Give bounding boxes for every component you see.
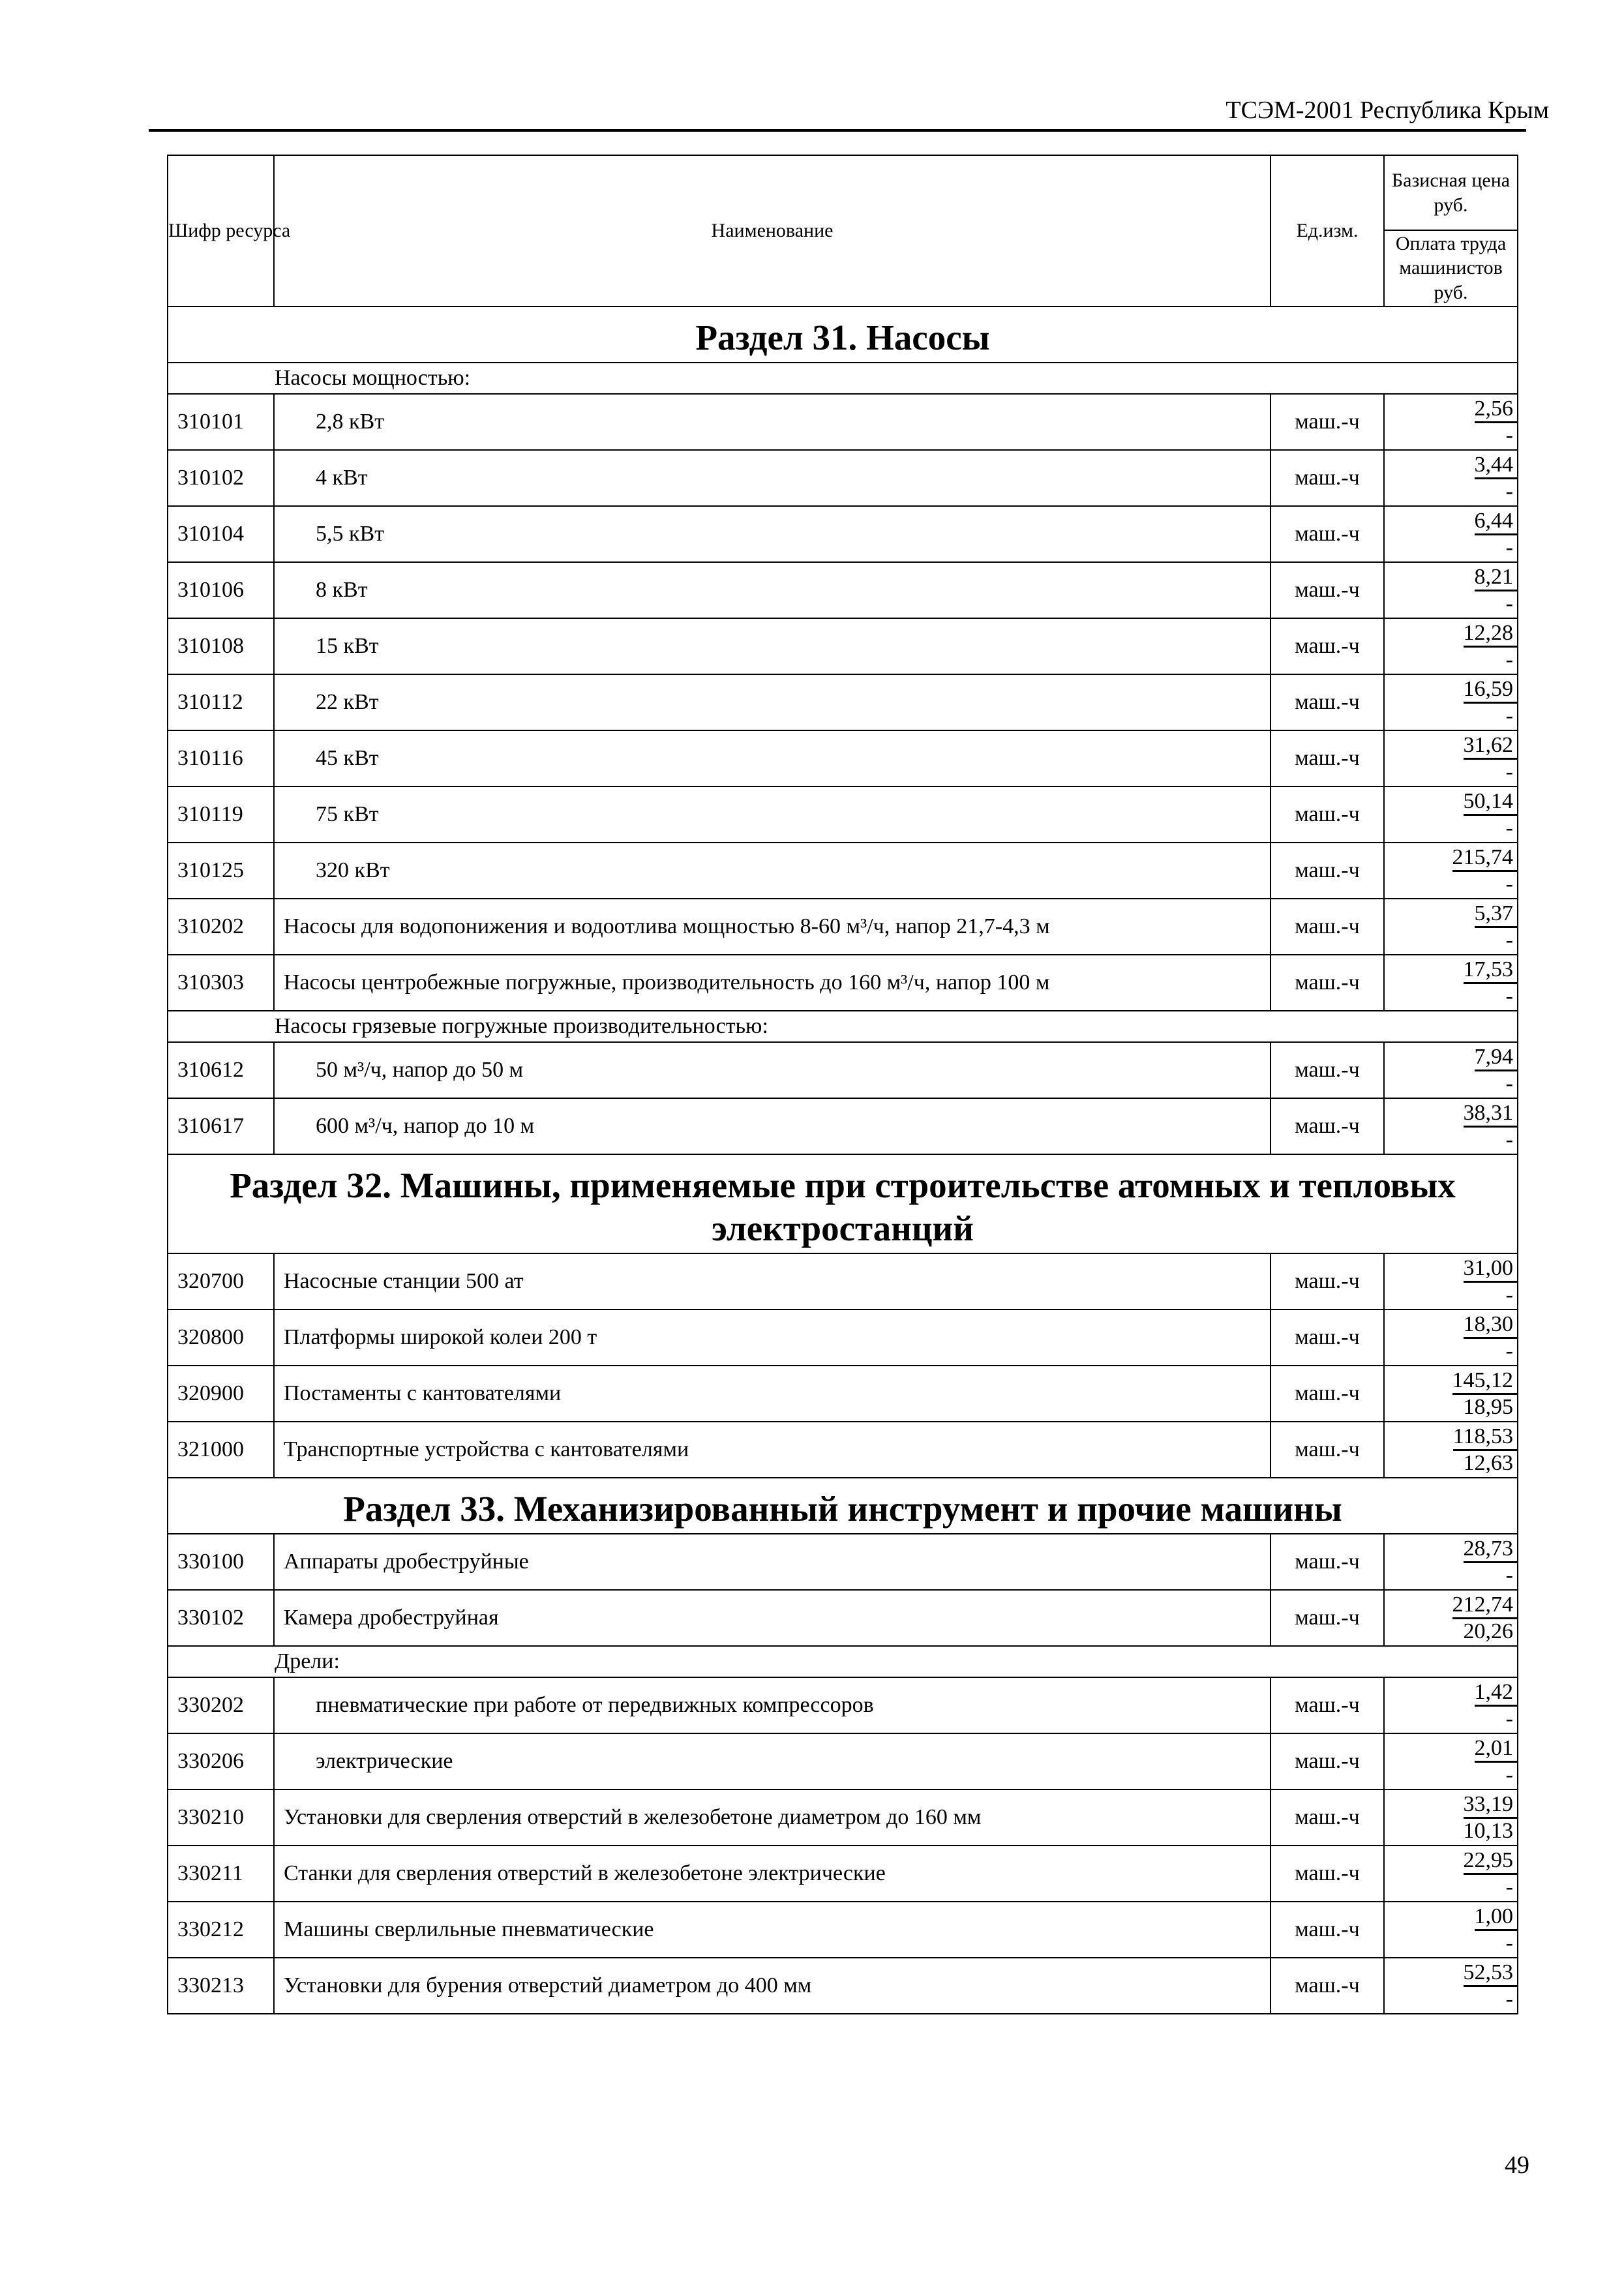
resource-name: 15 кВт [274, 618, 1271, 674]
resource-code: 310112 [168, 674, 274, 730]
price-cell [1384, 1789, 1518, 1846]
base-price-value: 8,21 [1475, 566, 1518, 591]
base-price-value: 2,56 [1475, 398, 1518, 423]
table-row [168, 506, 1518, 562]
resource-unit: маш.-ч [1271, 1590, 1384, 1646]
resource-code: 330100 [168, 1534, 274, 1590]
resource-code: 330212 [168, 1902, 274, 1958]
column-header-price [1384, 155, 1518, 307]
resource-unit: маш.-ч [1271, 899, 1384, 955]
table-row [168, 1422, 1518, 1478]
resource-code: 310119 [168, 786, 274, 843]
resource-name: Транспортные устройства с кантователями [274, 1422, 1271, 1478]
operator-wage-value: - [1505, 983, 1513, 1008]
operator-wage-value: - [1505, 1127, 1513, 1152]
operator-wage-value: - [1505, 1282, 1513, 1307]
price-cell [1384, 1042, 1518, 1098]
section-title: Раздел 33. Механизированный инструмент и прочие машины [168, 1478, 1518, 1534]
operator-wage-value: - [1505, 591, 1513, 616]
price-cell [1384, 618, 1518, 674]
table-row [168, 1958, 1518, 2014]
resource-unit: маш.-ч [1271, 450, 1384, 506]
resource-code: 310125 [168, 843, 274, 899]
base-price-value: 3,44 [1475, 454, 1518, 479]
operator-wage-value: - [1505, 1071, 1513, 1096]
operator-wage-value: 12,63 [1463, 1450, 1513, 1475]
base-price-value: 145,12 [1452, 1369, 1518, 1395]
price-cell [1384, 1366, 1518, 1422]
base-price-value: 2,01 [1475, 1737, 1518, 1763]
resource-unit: маш.-ч [1271, 786, 1384, 843]
resource-name: Постаменты с кантователями [274, 1366, 1271, 1422]
price-cell [1384, 955, 1518, 1011]
resource-unit: маш.-ч [1271, 1422, 1384, 1478]
table-row [168, 1789, 1518, 1846]
resource-name: 22 кВт [274, 674, 1271, 730]
base-price-value: 16,59 [1464, 678, 1518, 704]
resource-unit: маш.-ч [1271, 1958, 1384, 2014]
resource-name: 8 кВт [274, 562, 1271, 618]
resource-code: 310617 [168, 1098, 274, 1154]
operator-wage-value: - [1505, 535, 1513, 560]
resource-unit: маш.-ч [1271, 1677, 1384, 1733]
price-cell [1384, 394, 1518, 450]
price-cell [1384, 674, 1518, 730]
base-price-value: 7,94 [1475, 1046, 1518, 1071]
resource-name: пневматические при работе от передвижных компрессоров [274, 1677, 1271, 1733]
resource-code: 321000 [168, 1422, 274, 1478]
resource-name: 75 кВт [274, 786, 1271, 843]
table-row [168, 730, 1518, 786]
base-price-value: 5,37 [1475, 903, 1518, 928]
resource-name: 4 кВт [274, 450, 1271, 506]
resource-unit: маш.-ч [1271, 394, 1384, 450]
group-heading: Дрели: [168, 1646, 1518, 1677]
table-row [168, 1098, 1518, 1154]
base-price-value: 33,19 [1464, 1793, 1518, 1819]
resource-unit: маш.-ч [1271, 506, 1384, 562]
resource-code: 320800 [168, 1309, 274, 1366]
operator-wage-value: - [1505, 1874, 1513, 1899]
section-header-row [168, 1154, 1518, 1253]
resource-code: 330202 [168, 1677, 274, 1733]
price-cell [1384, 1677, 1518, 1733]
resource-name: электрические [274, 1733, 1271, 1789]
table-row [168, 1902, 1518, 1958]
header-divider [149, 129, 1526, 132]
resource-code: 330206 [168, 1733, 274, 1789]
price-cell [1384, 1590, 1518, 1646]
resource-name: 320 кВт [274, 843, 1271, 899]
document-header-title: ТСЭМ-2001 Республика Крым [1226, 97, 1549, 124]
resource-code: 310116 [168, 730, 274, 786]
table-row [168, 786, 1518, 843]
column-header-code: Шифр ресурса [168, 155, 274, 307]
resource-unit: маш.-ч [1271, 1846, 1384, 1902]
resource-unit: маш.-ч [1271, 1253, 1384, 1309]
resource-unit: маш.-ч [1271, 674, 1384, 730]
base-price-value: 215,74 [1452, 846, 1518, 872]
resource-code: 310104 [168, 506, 274, 562]
operator-wage-value: 18,95 [1463, 1394, 1513, 1419]
table-row [168, 674, 1518, 730]
base-price-value: 18,30 [1464, 1313, 1518, 1339]
table-row [168, 1309, 1518, 1366]
resource-unit: маш.-ч [1271, 843, 1384, 899]
operator-wage-value: 20,26 [1463, 1619, 1513, 1643]
resource-unit: маш.-ч [1271, 730, 1384, 786]
resource-code: 310106 [168, 562, 274, 618]
table-row [168, 843, 1518, 899]
table-row [168, 1366, 1518, 1422]
resource-name: Насосы центробежные погружные, производительность до 160 м³/ч, напор 100 м [274, 955, 1271, 1011]
resource-code: 310612 [168, 1042, 274, 1098]
price-cell [1384, 1846, 1518, 1902]
table-row [168, 899, 1518, 955]
operator-wage-value: - [1505, 1706, 1513, 1731]
resource-unit: маш.-ч [1271, 1366, 1384, 1422]
resource-name: Машины сверлильные пневматические [274, 1902, 1271, 1958]
resource-name: Насосные станции 500 ат [274, 1253, 1271, 1309]
resource-code: 330211 [168, 1846, 274, 1902]
table-row [168, 1846, 1518, 1902]
operator-wage-value: - [1505, 815, 1513, 840]
table-row [168, 618, 1518, 674]
column-header-base-price: Базисная цена руб. [1385, 157, 1517, 231]
resource-name: 50 м³/ч, напор до 50 м [274, 1042, 1271, 1098]
base-price-value: 38,31 [1464, 1102, 1518, 1128]
price-cell [1384, 843, 1518, 899]
resource-unit: маш.-ч [1271, 562, 1384, 618]
table-row [168, 1534, 1518, 1590]
table-row [168, 955, 1518, 1011]
resource-code: 310303 [168, 955, 274, 1011]
base-price-value: 52,53 [1464, 1962, 1518, 1987]
resource-name: Станки для сверления отверстий в железобетоне электрические [274, 1846, 1271, 1902]
price-cell [1384, 1309, 1518, 1366]
base-price-value: 1,00 [1475, 1906, 1518, 1931]
resource-name: Насосы для водопонижения и водоотлива мощностью 8-60 м³/ч, напор 21,7-4,3 м [274, 899, 1271, 955]
price-cell [1384, 1534, 1518, 1590]
base-price-value: 1,42 [1475, 1681, 1518, 1707]
page-number: 49 [1505, 2151, 1529, 2179]
price-cell [1384, 1253, 1518, 1309]
resource-unit: маш.-ч [1271, 1534, 1384, 1590]
resource-unit: маш.-ч [1271, 1309, 1384, 1366]
resource-name: 5,5 кВт [274, 506, 1271, 562]
operator-wage-value: - [1505, 703, 1513, 728]
resource-unit: маш.-ч [1271, 1098, 1384, 1154]
resource-name: Камера дробеструйная [274, 1590, 1271, 1646]
resource-unit: маш.-ч [1271, 955, 1384, 1011]
column-header-name: Наименование [274, 155, 1271, 307]
resource-name: Установки для бурения отверстий диаметром до 400 мм [274, 1958, 1271, 2014]
base-price-value: 212,74 [1452, 1594, 1518, 1619]
price-cell [1384, 1422, 1518, 1478]
operator-wage-value: - [1505, 647, 1513, 672]
table-row [168, 1253, 1518, 1309]
table-row [168, 1042, 1518, 1098]
table-body [168, 307, 1518, 2014]
resource-name: Аппараты дробеструйные [274, 1534, 1271, 1590]
operator-wage-value: - [1505, 1338, 1513, 1363]
resource-code: 330213 [168, 1958, 274, 2014]
resource-name: 2,8 кВт [274, 394, 1271, 450]
table-row [168, 1677, 1518, 1733]
resource-code: 330210 [168, 1789, 274, 1846]
resource-code: 320900 [168, 1366, 274, 1422]
base-price-value: 17,53 [1464, 959, 1518, 984]
resource-unit: маш.-ч [1271, 1789, 1384, 1846]
price-cell [1384, 1098, 1518, 1154]
table-row [168, 394, 1518, 450]
group-heading-row [168, 363, 1518, 394]
section-header-row [168, 307, 1518, 363]
price-cell [1384, 562, 1518, 618]
resource-name: Платформы широкой колеи 200 т [274, 1309, 1271, 1366]
resource-unit: маш.-ч [1271, 618, 1384, 674]
price-cell [1384, 506, 1518, 562]
base-price-value: 50,14 [1464, 790, 1518, 816]
resource-unit: маш.-ч [1271, 1042, 1384, 1098]
group-heading: Насосы грязевые погружные производительностью: [168, 1011, 1518, 1042]
operator-wage-value: - [1505, 479, 1513, 503]
group-heading-row [168, 1646, 1518, 1677]
price-cell [1384, 450, 1518, 506]
section-title: Раздел 31. Насосы [168, 307, 1518, 363]
price-cell [1384, 1902, 1518, 1958]
table-row [168, 1733, 1518, 1789]
resource-code: 330102 [168, 1590, 274, 1646]
price-cell [1384, 1958, 1518, 2014]
resource-code: 310202 [168, 899, 274, 955]
column-header-unit: Ед.изм. [1271, 155, 1384, 307]
group-heading-row [168, 1011, 1518, 1042]
price-cell [1384, 730, 1518, 786]
operator-wage-value: 10,13 [1463, 1818, 1513, 1843]
section-title: Раздел 32. Машины, применяемые при строительстве атомных и тепловых электростанций [168, 1154, 1518, 1253]
table-header [168, 155, 1518, 307]
price-cell [1384, 786, 1518, 843]
table-row [168, 1590, 1518, 1646]
base-price-value: 22,95 [1464, 1849, 1518, 1875]
operator-wage-value: - [1505, 927, 1513, 952]
base-price-value: 6,44 [1475, 510, 1518, 535]
operator-wage-value: - [1505, 759, 1513, 784]
resource-code: 310102 [168, 450, 274, 506]
resource-code: 320700 [168, 1253, 274, 1309]
base-price-value: 12,28 [1464, 622, 1518, 648]
resource-name: 600 м³/ч, напор до 10 м [274, 1098, 1271, 1154]
column-header-operator-wage: Оплата труда машинистов руб. [1395, 232, 1507, 303]
operator-wage-value: - [1505, 1930, 1513, 1955]
resource-code: 310108 [168, 618, 274, 674]
price-cell [1384, 899, 1518, 955]
section-header-row [168, 1478, 1518, 1534]
table-row [168, 450, 1518, 506]
operator-wage-value: - [1505, 1563, 1513, 1587]
operator-wage-value: - [1505, 423, 1513, 447]
resource-name: Установки для сверления отверстий в железобетоне диаметром до 160 мм [274, 1789, 1271, 1846]
operator-wage-value: - [1505, 1986, 1513, 2011]
resource-code: 310101 [168, 394, 274, 450]
operator-wage-value: - [1505, 1762, 1513, 1787]
group-heading: Насосы мощностью: [168, 363, 1518, 394]
resource-unit: маш.-ч [1271, 1902, 1384, 1958]
base-price-value: 31,00 [1464, 1257, 1518, 1283]
resource-name: 45 кВт [274, 730, 1271, 786]
base-price-value: 28,73 [1464, 1538, 1518, 1563]
table-row [168, 562, 1518, 618]
resource-table [167, 155, 1518, 2014]
base-price-value: 31,62 [1464, 734, 1518, 760]
operator-wage-value: - [1505, 871, 1513, 896]
base-price-value: 118,53 [1453, 1426, 1517, 1451]
price-cell [1384, 1733, 1518, 1789]
resource-unit: маш.-ч [1271, 1733, 1384, 1789]
